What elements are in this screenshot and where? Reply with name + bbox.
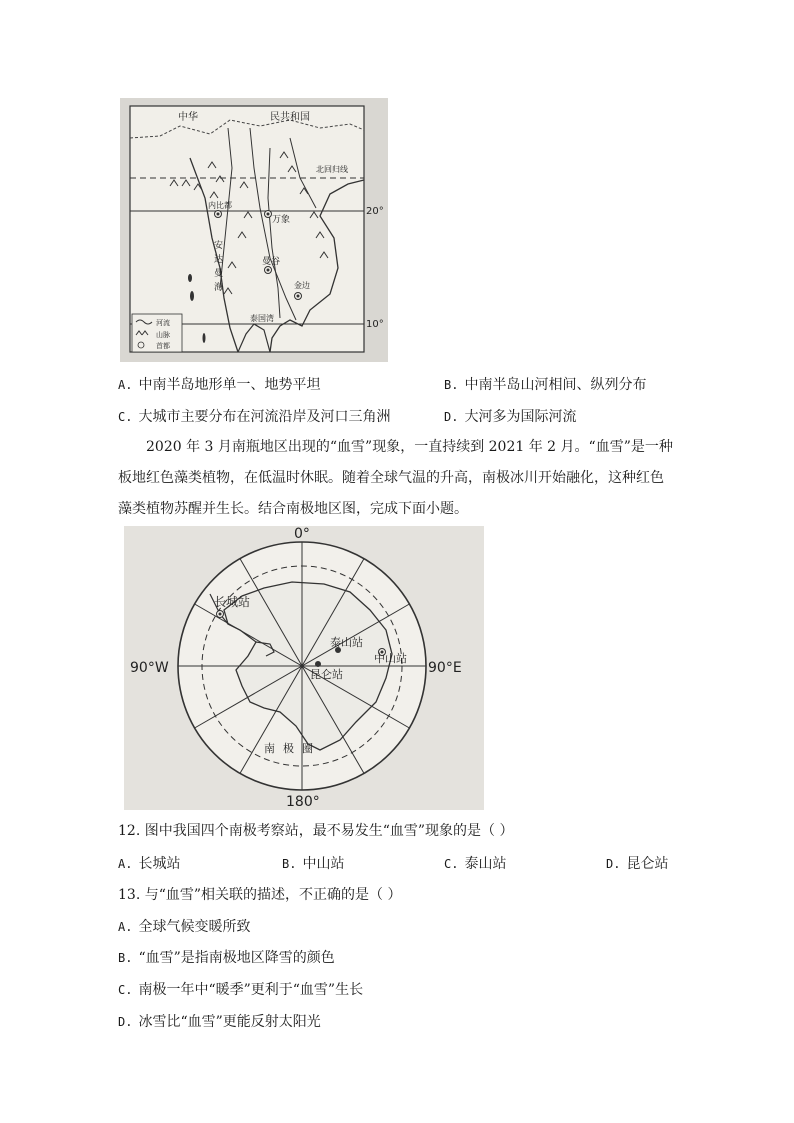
- q11-option-d-letter: D.: [444, 410, 459, 424]
- legend-mountain: 山脉: [156, 331, 170, 339]
- q13-option-c-letter: C.: [118, 983, 133, 997]
- q11-option-c[interactable]: [118, 406, 390, 426]
- map1-label-bangkok: 曼谷: [262, 257, 281, 267]
- map1-label-naypyidaw: 内比都: [208, 201, 232, 210]
- map1-label-andaman-char: 达: [214, 255, 224, 265]
- q12-option-c-text: 泰山站: [464, 856, 507, 872]
- q12-option-b[interactable]: [282, 853, 344, 873]
- q13-stem: 13. 与“血雪”相关联的描述，不正确的是（ ）: [118, 887, 402, 903]
- q11-option-a[interactable]: [118, 374, 320, 394]
- map1-label-gulf: 泰国湾: [250, 314, 274, 323]
- q12-option-a-text: 长城站: [138, 856, 181, 872]
- q12-option-a[interactable]: [118, 853, 180, 873]
- q11-option-c-letter: C.: [118, 410, 133, 424]
- q11-option-c-text: 大城市主要分布在河流沿岸及河口三角洲: [138, 409, 391, 425]
- map2-label-bottom: 180°: [286, 794, 320, 810]
- map2-label-circle: 南极圈: [264, 742, 321, 755]
- q12-option-d-letter: D.: [606, 857, 621, 871]
- q12-option-d-text: 昆仑站: [626, 856, 669, 872]
- q13-option-b-text: “血雪”是指南极地区降雪的颜色: [138, 950, 335, 966]
- map1-label-lat10: 10°: [366, 319, 384, 330]
- map2-label-zhongshan: 中山站: [374, 652, 407, 665]
- q12-option-c[interactable]: [444, 853, 506, 873]
- map1-label-vientiane: 万象: [272, 215, 291, 225]
- q13-option-b[interactable]: [118, 947, 335, 967]
- map2-label-taishan: 泰山站: [330, 636, 363, 649]
- q13-option-b-letter: B.: [118, 951, 133, 965]
- map1-label-andaman-char: 曼: [214, 269, 224, 279]
- map1-label-china-b: 民共和国: [270, 112, 310, 123]
- map1-label-andaman-char: 海: [214, 283, 224, 293]
- map2-label-changcheng: 长城站: [214, 595, 251, 609]
- q11-option-b-text: 中南半岛山河相间、纵列分布: [464, 377, 647, 393]
- q12-option-b-text: 中山站: [302, 856, 345, 872]
- q12-option-c-letter: C.: [444, 857, 459, 871]
- q12-stem: 12. 图中我国四个南极考察站，最不易发生“血雪”现象的是（ ）: [118, 823, 514, 839]
- indochina-map: [120, 98, 388, 362]
- q11-option-a-text: 中南半岛地形单一、地势平坦: [138, 377, 321, 393]
- q12-option-d[interactable]: [606, 853, 668, 873]
- map2-label-right: 90°E: [428, 660, 462, 676]
- q11-option-d[interactable]: [444, 406, 576, 426]
- passage-line-1: 2020 年 3 月南瓶地区出现的“血雪”现象，一直持续到 2021 年 2 月。“血雪”是一种: [146, 439, 673, 455]
- q13-option-c[interactable]: [118, 979, 363, 999]
- passage-line-3: 藻类植物苏醒并生长。结合南极地区图，完成下面小题。: [118, 501, 468, 517]
- q13-option-a-letter: A.: [118, 920, 133, 934]
- q12-option-a-letter: A.: [118, 857, 133, 871]
- map1-label-tropic: 北回归线: [316, 165, 348, 174]
- q13-option-c-text: 南极一年中“暖季”更利于“血雪”生长: [138, 982, 364, 998]
- map1-label-lat20: 20°: [366, 206, 384, 217]
- q13-option-d-text: 冰雪比“血雪”更能反射太阳光: [138, 1014, 321, 1030]
- map2-label-left: 90°W: [130, 660, 169, 676]
- map2-label-top: 0°: [294, 526, 310, 542]
- q11-option-b-letter: B.: [444, 378, 459, 392]
- legend-capital: 首都: [156, 342, 170, 350]
- q11-option-d-text: 大河多为国际河流: [464, 409, 577, 425]
- map2-label-kunlun: 昆仑站: [310, 668, 343, 681]
- q11-option-a-letter: A.: [118, 378, 133, 392]
- map1-label-andaman-char: 安: [214, 241, 224, 251]
- q13-option-a-text: 全球气候变暖所致: [138, 919, 251, 935]
- q12-option-b-letter: B.: [282, 857, 297, 871]
- passage: [118, 432, 678, 525]
- q11-option-b[interactable]: [444, 374, 646, 394]
- q13-option-a[interactable]: [118, 916, 250, 936]
- passage-line-2: 板地红色藻类植物，在低温时休眠。随着全球气温的升高，南极冰川开始融化，这种红色: [118, 470, 664, 486]
- antarctica-map: [124, 526, 484, 810]
- legend-river: 河流: [156, 319, 170, 327]
- q13-option-d-letter: D.: [118, 1015, 133, 1029]
- map1-label-china-a: 中华: [178, 112, 198, 123]
- q13-option-d[interactable]: [118, 1011, 321, 1031]
- map1-label-phnompenh: 金边: [294, 281, 310, 290]
